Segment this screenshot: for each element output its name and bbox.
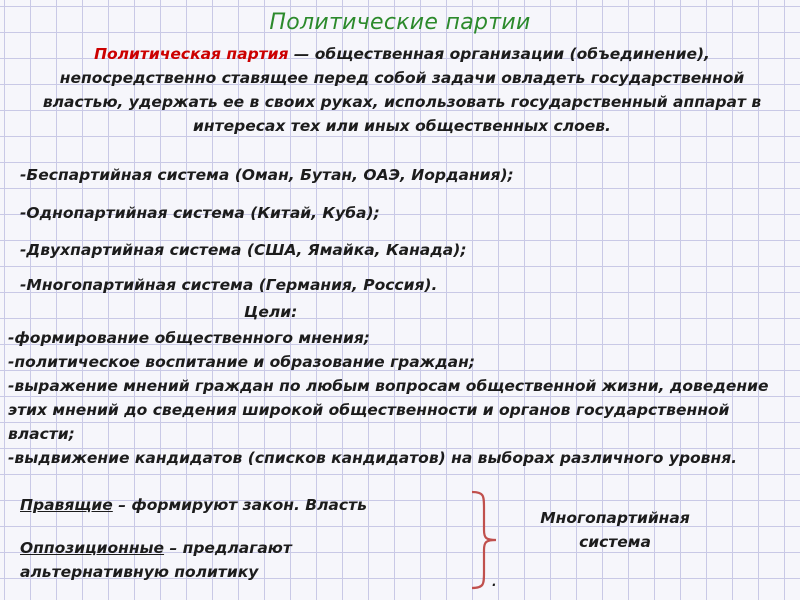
system-item-multiparty: -Многопартийная система (Германия, Россия). <box>20 276 438 294</box>
ruling-parties <box>20 496 367 514</box>
system-item-nonparty: -Беспартийная система (Оман, Бутан, ОАЭ, Иордания); <box>20 166 514 184</box>
ruling-term: Правящие <box>20 496 113 514</box>
stray-dot: . <box>492 575 497 589</box>
opposition-parties <box>20 536 420 584</box>
system-item-twoparty: -Двухпартийная система (США, Ямайка, Канада); <box>20 241 467 259</box>
definition-term: Политическая партия <box>94 45 289 63</box>
slide-title: Политические партии <box>269 10 531 35</box>
goal-item: -формирование общественного мнения; <box>8 329 371 347</box>
ruling-text: – формируют закон. Власть <box>112 496 367 514</box>
goals-heading: Цели: <box>244 303 298 321</box>
opposition-term: Оппозиционные <box>20 539 165 557</box>
goal-item: -политическое воспитание и образование граждан; <box>8 353 476 371</box>
definition-text: — общественная организации (объединение), непосредственно ставящее перед собой задачи овладеть государственной властью, удержать ее в своих руках, использовать государственный аппарат в интересах тех или иных общественных слоев. <box>42 45 762 135</box>
opposition-text: – предлагают альтернативную политику <box>20 539 292 581</box>
curly-brace-icon <box>468 490 502 590</box>
goal-item: -выдвижение кандидатов (списков кандидатов) на выборах различного уровня. <box>8 449 738 467</box>
goal-item: -выражение мнений граждан по любым вопросам общественной жизни, доведение этих мнений до сведения широкой общественности и органов государственной власти; <box>8 377 769 443</box>
goals-list <box>8 326 788 470</box>
multiparty-label: Многопартийная система <box>540 509 690 551</box>
definition-paragraph <box>36 42 768 138</box>
system-item-oneparty: -Однопартийная система (Китай, Куба); <box>20 204 380 222</box>
